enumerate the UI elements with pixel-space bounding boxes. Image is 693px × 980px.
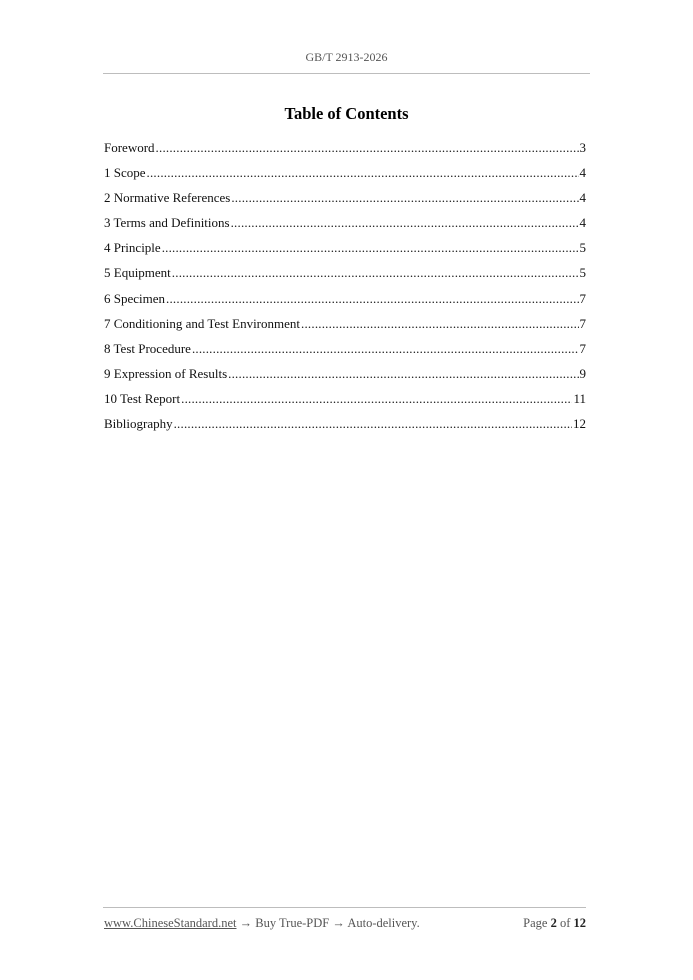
toc-dot-leader (231, 214, 579, 232)
page-label: Page (523, 916, 548, 930)
toc-dot-leader (228, 365, 578, 383)
toc-entry-terms-and-definitions[interactable] (104, 214, 586, 239)
toc-entry-page: 3 (579, 140, 586, 155)
toc-entry-page: 9 (579, 365, 586, 381)
toc-dot-leader (147, 164, 579, 182)
page-of-label: of (559, 916, 571, 930)
site-link[interactable]: www.ChineseStandard.net (104, 916, 237, 930)
arrow-right-icon: → (332, 916, 345, 930)
toc-dot-leader (192, 340, 579, 358)
toc-entry-bibliography[interactable] (104, 415, 586, 440)
toc-entry-test-report[interactable] (104, 390, 586, 415)
toc-entry-equipment[interactable] (104, 264, 586, 289)
toc-entry-label: 5 Equipment (104, 265, 171, 281)
toc-entry-page: 7 (579, 290, 586, 306)
toc-entry-page: 5 (579, 265, 586, 281)
toc-entry-page: 11 (573, 390, 586, 406)
toc-dot-leader (162, 239, 579, 257)
toc-dot-leader (156, 139, 579, 157)
toc-entry-page: 7 (579, 315, 586, 331)
toc-entry-label: 9 Expression of Results (104, 365, 228, 381)
toc-entry-label: 6 Specimen (104, 290, 166, 306)
toc-entry-label: Foreword (104, 140, 155, 155)
buy-true-pdf-text: Buy True-PDF (255, 916, 330, 930)
footer-divider (103, 907, 586, 908)
toc-entry-label: 1 Scope (104, 165, 146, 181)
header-divider (103, 73, 590, 74)
toc-entry-page: 4 (579, 215, 586, 231)
toc-entry-page: 7 (579, 340, 586, 356)
toc-entry-conditioning-and-test-environment[interactable] (104, 315, 586, 340)
toc-entry-label: 7 Conditioning and Test Environment (104, 315, 301, 331)
toc-entry-specimen[interactable] (104, 290, 586, 315)
toc-list (104, 139, 586, 440)
toc-entry-page: 4 (579, 190, 586, 206)
toc-entry-scope[interactable] (104, 164, 586, 189)
toc-entry-label: Bibliography (104, 416, 173, 432)
toc-dot-leader (172, 264, 579, 282)
auto-delivery-text: Auto-delivery. (347, 916, 420, 930)
toc-entry-page: 5 (579, 240, 586, 256)
page-total: 12 (573, 916, 586, 930)
toc-entry-label: 10 Test Report (104, 390, 181, 406)
toc-title: Table of Contents (284, 104, 409, 123)
toc-entry-principle[interactable] (104, 239, 586, 264)
toc-entry-label: 2 Normative References (104, 190, 231, 206)
toc-entry-test-procedure[interactable] (104, 340, 586, 365)
footer-promo (104, 916, 420, 931)
toc-entry-normative-references[interactable] (104, 189, 586, 214)
toc-entry-foreword[interactable] (104, 139, 586, 164)
toc-dot-leader (166, 290, 578, 308)
page-current: 2 (550, 916, 557, 930)
toc-dot-leader (301, 315, 578, 333)
toc-entry-page: 4 (579, 165, 586, 181)
toc-entry-label: 4 Principle (104, 240, 161, 256)
page-number (508, 916, 586, 931)
page-header-standard-code: GB/T 2913-2026 (305, 50, 388, 64)
toc-entry-label: 8 Test Procedure (104, 340, 191, 356)
toc-entry-label: 3 Terms and Definitions (104, 215, 230, 231)
toc-entry-expression-of-results[interactable] (104, 365, 586, 390)
toc-dot-leader (174, 415, 572, 433)
toc-dot-leader (231, 189, 578, 207)
arrow-right-icon: → (239, 916, 253, 930)
toc-entry-page: 12 (573, 416, 586, 432)
toc-dot-leader (181, 390, 572, 408)
